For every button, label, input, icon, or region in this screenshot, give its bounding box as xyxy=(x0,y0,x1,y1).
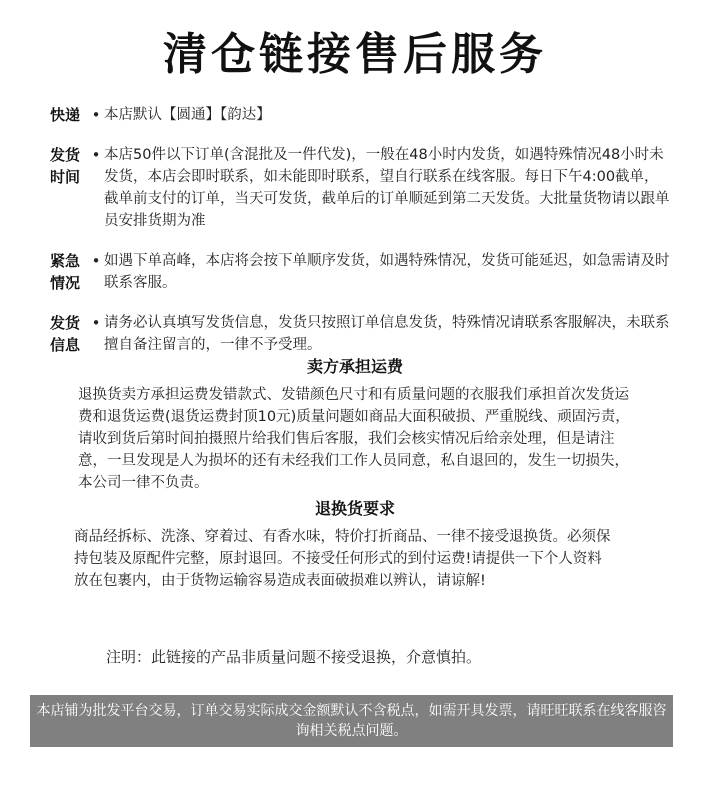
info-row-express xyxy=(50,104,670,126)
info-list xyxy=(50,104,670,374)
section-body-seller-shipping: 退换货卖方承担运费发错款式、发错颜色尺寸和有质量问题的衣服我们承担首次发货运费和退货运费(退货运费封顶10元)质量问题如商品大面积破损、严重脱线、顽固污责，请收到货后第时间拍摄照片给我们售后客服，我们会核实情况后给亲处理，但是请注意，一旦发现是人为损坏的还有未经我们工作人员同意，私自退回的，发生一切损失，本公司一律不负责。 xyxy=(78,387,630,491)
info-label: 发货信息 xyxy=(50,314,81,354)
info-text: 请务必认真填写发货信息，发货只按照订单信息发货，特殊情况请联系客服解决，未联系擅自备注留言的，一律不予受理。 xyxy=(104,315,670,353)
section-title-return-requirements: 退换货要求 xyxy=(314,499,395,518)
bullet-icon: • xyxy=(91,106,101,124)
info-text: 如遇下单高峰，本店将会按下单顺序发货，如遇特殊情况，发货可能延迟，如急需请及时联系客服。 xyxy=(104,253,670,291)
info-row-emergency xyxy=(50,250,670,294)
info-text: 本店50件以下订单(含混批及一件代发)，一般在48小时内发货，如遇特殊情况48小时未发货，本店会即时联系，如未能即时联系，望自行联系在线客服。每日下午4:00截单，截单前支付的订单，当天可发货，截单后的订单顺延到第二天发货。大批量货物请以跟单员安排货期为准 xyxy=(104,147,670,229)
info-label: 发货时间 xyxy=(50,146,81,186)
info-label: 快递 xyxy=(50,106,81,124)
bullet-icon: • xyxy=(91,314,101,332)
bullet-icon: • xyxy=(91,252,101,270)
page-title: 清仓链接售后服务 xyxy=(163,29,547,80)
tax-notice-banner: 本店铺为批发平台交易，订单交易实际成交金额默认不含税点，如需开具发票，请旺旺联系在线客服咨询相关税点问题。 xyxy=(30,695,673,747)
section-body-return-requirements: 商品经拆标、洗涤、穿着过、有香水味，特价打折商品、一律不接受退换货。必须保持包装及原配件完整，原封退回。不接受任何形式的到付运费!请提供一下个人资料放在包裹内，由于货物运输容易造成表面破损难以辨认，请谅解! xyxy=(74,529,611,589)
info-text: 本店默认【圆通】【韵达】 xyxy=(104,107,271,123)
info-row-shipping-info xyxy=(50,312,670,356)
bullet-icon: • xyxy=(91,146,101,164)
disclaimer-note: 注明：此链接的产品非质量问题不接受退换，介意慎拍。 xyxy=(106,648,482,666)
info-row-shipping-time xyxy=(50,144,670,232)
section-title-seller-shipping: 卖方承担运费 xyxy=(306,357,403,376)
info-label: 紧急情况 xyxy=(50,252,81,292)
